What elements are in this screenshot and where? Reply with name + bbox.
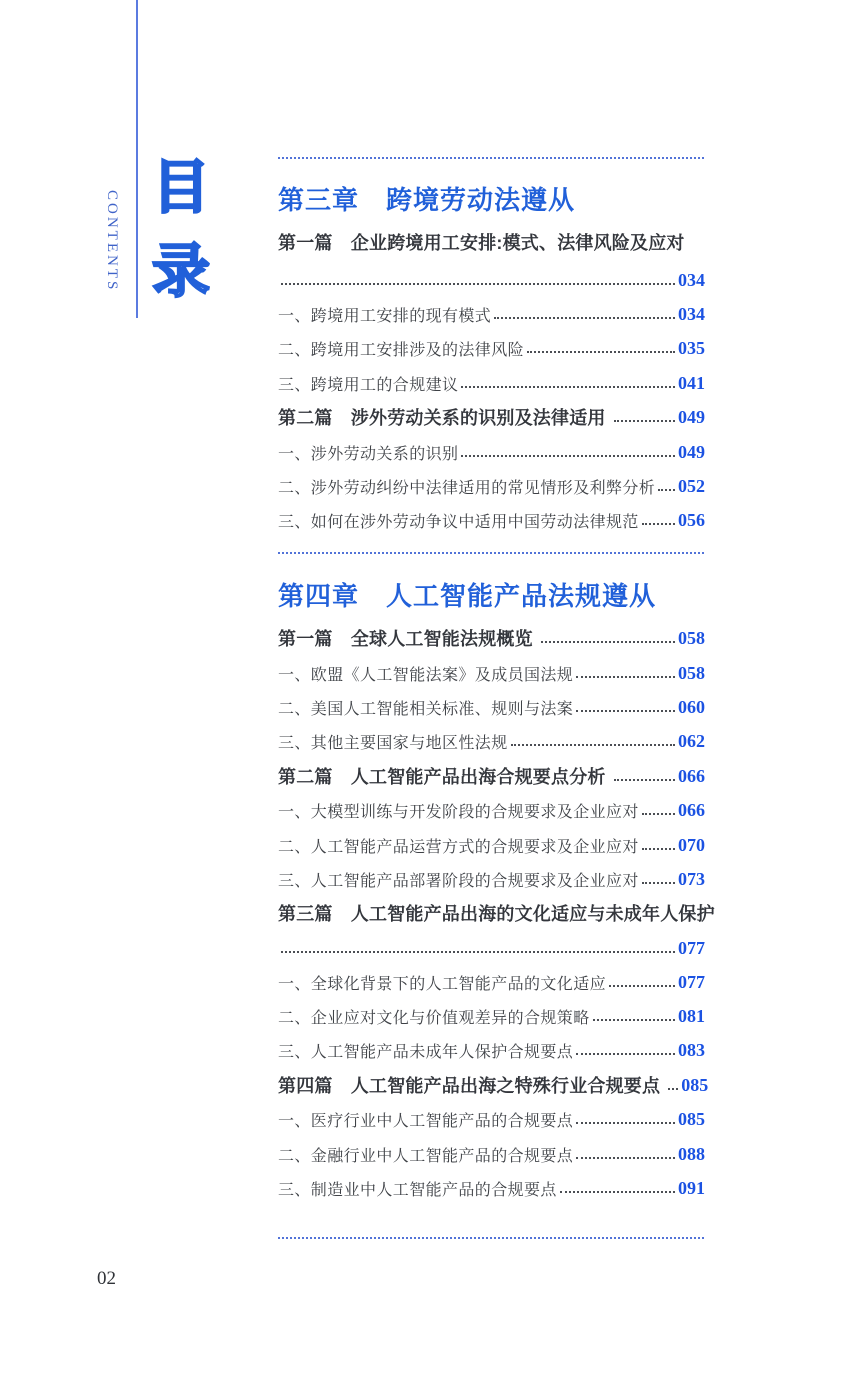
dot-leader	[614, 779, 675, 781]
toc-page-number: 066	[678, 799, 705, 820]
dot-leader	[576, 1053, 675, 1055]
dot-leader	[281, 283, 675, 285]
toc-heading-continued[interactable]	[278, 263, 705, 297]
chapter-3-title: 第三章 跨境劳动法遵从	[278, 185, 576, 215]
toc-entry[interactable]	[278, 435, 705, 469]
toc-page-number: 062	[678, 730, 705, 751]
toc-entry[interactable]	[278, 366, 705, 400]
toc-entry[interactable]	[278, 828, 705, 862]
toc-entry[interactable]	[278, 1137, 705, 1171]
toc-entry[interactable]	[278, 999, 705, 1033]
toc-entry-label: 一、医疗行业中人工智能产品的合规要点	[278, 1112, 574, 1130]
section-divider-bottom	[278, 1237, 705, 1239]
toc-entry-label: 三、如何在涉外劳动争议中适用中国劳动法律规范	[278, 513, 639, 531]
toc-entry-label: 二、企业应对文化与价值观差异的合规策略	[278, 1009, 590, 1027]
toc-entry[interactable]	[278, 1033, 705, 1067]
toc-title-char-lu: 录	[151, 239, 210, 304]
dot-leader	[461, 455, 675, 457]
dot-leader	[668, 1088, 678, 1090]
toc-page-number: 077	[678, 971, 705, 992]
toc-entry[interactable]	[278, 965, 705, 999]
dot-leader	[511, 744, 675, 746]
toc-page-number: 083	[678, 1039, 705, 1060]
toc-entry-label: 一、欧盟《人工智能法案》及成员国法规	[278, 666, 574, 684]
toc-heading-label: 第二篇 涉外劳动关系的识别及法律适用	[278, 408, 606, 428]
toc-page-number: 035	[678, 337, 705, 358]
toc-entry-label: 三、制造业中人工智能产品的合规要点	[278, 1181, 557, 1199]
dot-leader	[642, 813, 675, 815]
toc-page-number: 085	[681, 1074, 709, 1095]
toc-entry[interactable]	[278, 724, 705, 758]
dot-leader	[281, 951, 675, 953]
dot-leader	[642, 848, 675, 850]
toc-page-number: 077	[678, 937, 705, 958]
dot-leader	[576, 1122, 675, 1124]
toc-heading[interactable]	[278, 1068, 709, 1102]
dot-leader	[494, 317, 675, 319]
toc-page-number: 049	[678, 406, 705, 427]
toc-page-number: 058	[678, 627, 705, 648]
toc-entry-label: 一、大模型训练与开发阶段的合规要求及企业应对	[278, 803, 639, 821]
dot-leader	[576, 676, 675, 678]
toc-entry-label: 三、人工智能产品未成年人保护合规要点	[278, 1043, 574, 1061]
toc-page-number: 060	[678, 696, 705, 717]
toc-heading[interactable]	[278, 400, 705, 434]
toc-heading[interactable]	[278, 759, 705, 793]
toc-heading[interactable]	[278, 225, 705, 259]
toc-entry-label: 二、涉外劳动纠纷中法律适用的常见情形及利弊分析	[278, 479, 656, 497]
toc-entry[interactable]	[278, 1102, 705, 1136]
toc-entry-label: 一、全球化背景下的人工智能产品的文化适应	[278, 975, 607, 993]
page-number: 02	[97, 1268, 116, 1289]
toc-heading-label: 第二篇 人工智能产品出海合规要点分析	[278, 767, 606, 787]
dot-leader	[642, 882, 675, 884]
chapter-4-title: 第四章 人工智能产品法规遵从	[278, 581, 657, 611]
toc-page-number: 073	[678, 868, 705, 889]
dot-leader	[576, 1157, 675, 1159]
toc-entry-label: 一、涉外劳动关系的识别	[278, 445, 459, 463]
toc-entry[interactable]	[278, 656, 705, 690]
dot-leader	[642, 523, 675, 525]
sidebar-rule	[136, 0, 138, 318]
toc-entry[interactable]	[278, 862, 705, 896]
toc-entry[interactable]	[278, 297, 705, 331]
contents-vertical-label: CONTENTS	[104, 190, 120, 293]
dot-leader	[614, 420, 675, 422]
dot-leader	[541, 641, 675, 643]
toc-heading-label: 第四篇 人工智能产品出海之特殊行业合规要点	[278, 1076, 661, 1096]
dot-leader	[609, 985, 675, 987]
toc-entry[interactable]	[278, 503, 705, 537]
toc-entry-label: 三、其他主要国家与地区性法规	[278, 734, 508, 752]
dot-leader	[593, 1019, 675, 1021]
dot-leader	[461, 386, 675, 388]
toc-page-number: 049	[678, 441, 705, 462]
toc-page-number: 041	[678, 372, 705, 393]
toc-page-number: 085	[678, 1108, 705, 1129]
toc-entry[interactable]	[278, 690, 705, 724]
toc-page-number: 034	[678, 303, 705, 324]
toc-heading-label: 第三篇 人工智能产品出海的文化适应与未成年人保护	[278, 904, 715, 924]
toc-page-number: 052	[678, 475, 705, 496]
toc-title-char-mu: 目	[151, 155, 210, 220]
toc-page-number: 081	[678, 1005, 705, 1026]
toc-entry[interactable]	[278, 469, 705, 503]
toc-title-chinese	[146, 146, 216, 314]
toc-heading-label: 第一篇 全球人工智能法规概览	[278, 629, 533, 649]
toc-entry-label: 三、跨境用工的合规建议	[278, 376, 459, 394]
toc-heading[interactable]	[278, 621, 705, 655]
toc-page-number: 091	[678, 1177, 705, 1198]
toc-page-number: 088	[678, 1143, 705, 1164]
section-divider-top	[278, 157, 705, 159]
dot-leader	[527, 351, 675, 353]
toc-heading[interactable]	[278, 896, 715, 930]
toc-entry[interactable]	[278, 1171, 705, 1205]
dot-leader	[658, 489, 675, 491]
toc-entry-label: 二、跨境用工安排涉及的法律风险	[278, 341, 525, 359]
toc-entry-label: 二、金融行业中人工智能产品的合规要点	[278, 1147, 574, 1165]
toc-page-number: 058	[678, 662, 705, 683]
toc-page-number: 056	[678, 509, 705, 530]
dot-leader	[576, 710, 675, 712]
toc-entry[interactable]	[278, 793, 705, 827]
section-divider-middle	[278, 552, 705, 554]
toc-entry-label: 一、跨境用工安排的现有模式	[278, 307, 492, 325]
dot-leader	[560, 1191, 675, 1193]
toc-page-number: 066	[678, 765, 705, 786]
toc-heading-label: 第一篇 企业跨境用工安排:模式、法律风险及应对	[278, 233, 685, 253]
toc-page-number: 070	[678, 834, 705, 855]
toc-entry-label: 二、人工智能产品运营方式的合规要求及企业应对	[278, 838, 639, 856]
toc-entry-label: 二、美国人工智能相关标准、规则与法案	[278, 700, 574, 718]
toc-entry[interactable]	[278, 331, 705, 365]
toc-heading-continued[interactable]	[278, 931, 705, 965]
toc-entry-label: 三、人工智能产品部署阶段的合规要求及企业应对	[278, 872, 639, 890]
toc-page-number: 034	[678, 269, 705, 290]
